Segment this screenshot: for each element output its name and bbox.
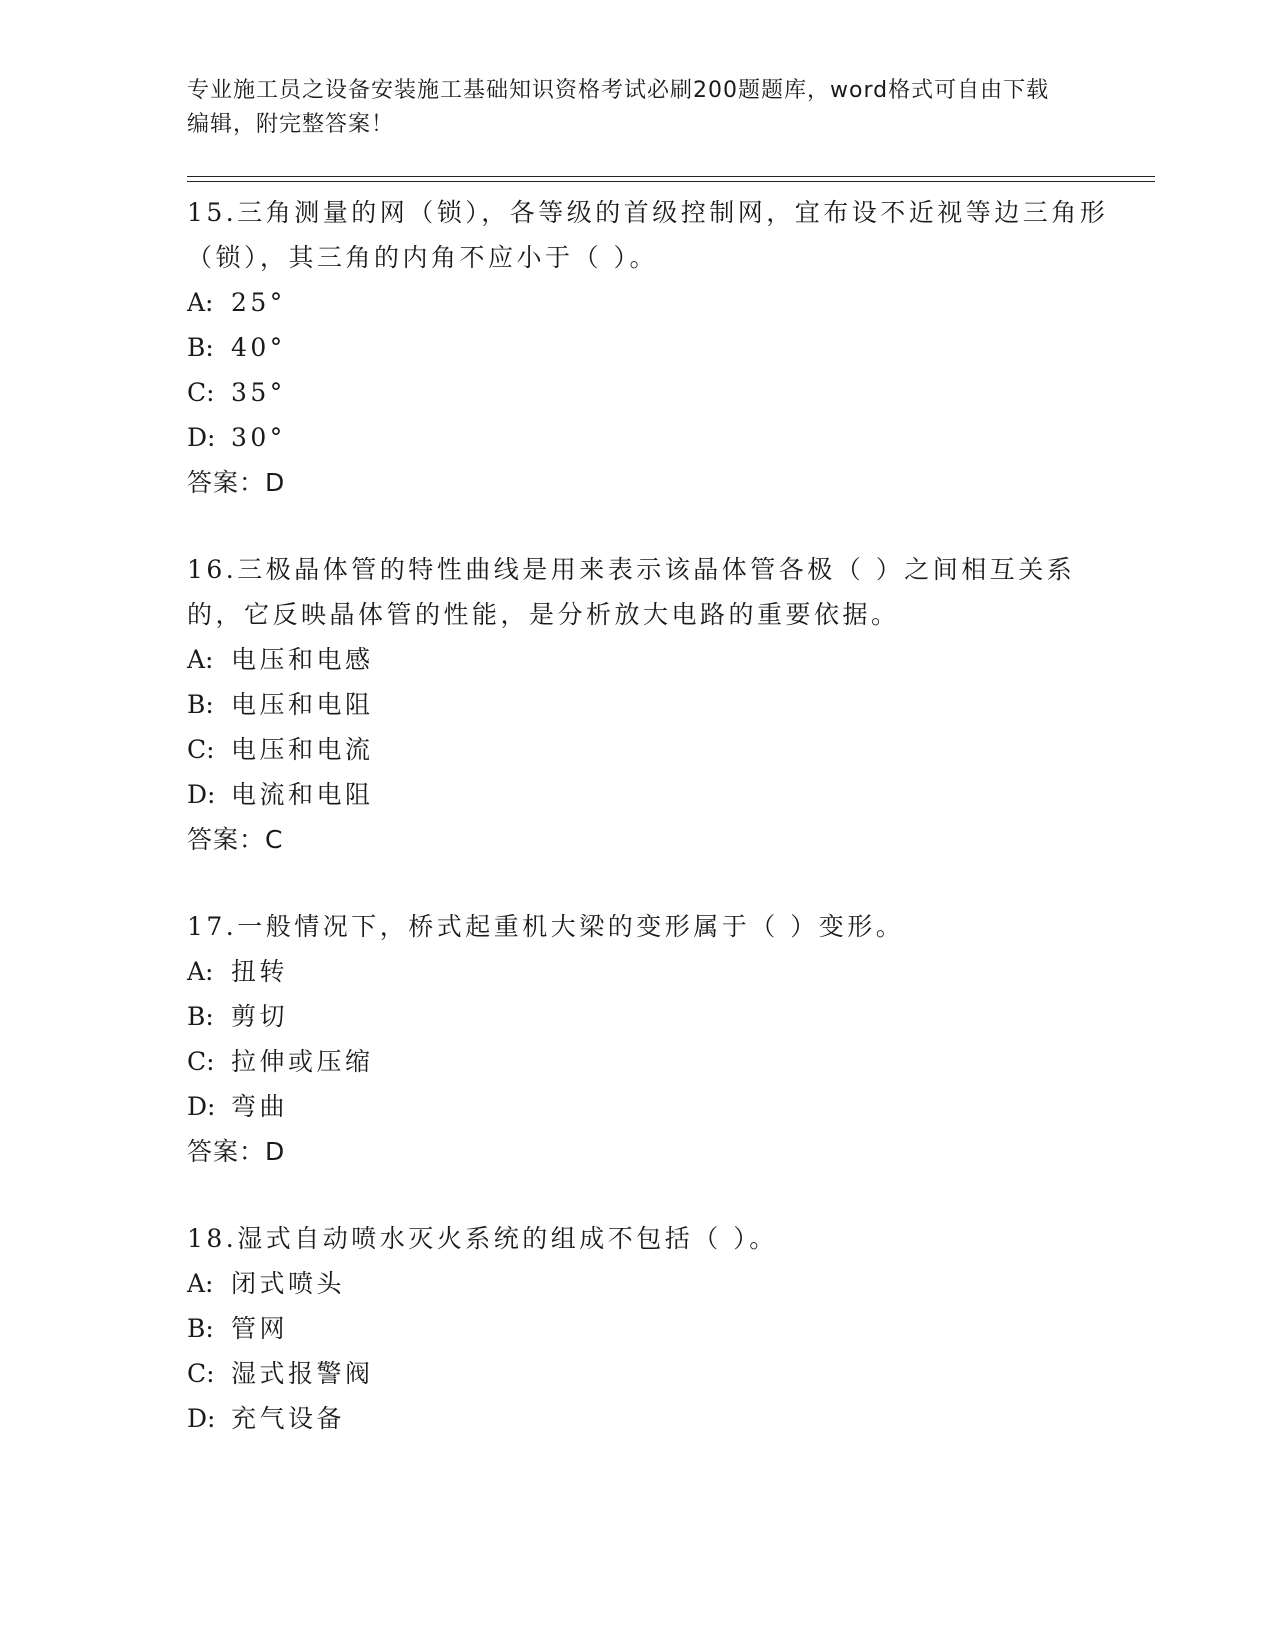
- answer-line: 答案：D: [187, 468, 286, 497]
- question-16: [187, 547, 1117, 862]
- answer-line: 答案：C: [187, 825, 284, 854]
- option-key: D:: [187, 780, 216, 809]
- option-key: C:: [187, 378, 215, 407]
- option-value: 扭转: [231, 957, 289, 986]
- option-value: 25°: [231, 288, 286, 317]
- option-value: 拉伸或压缩: [231, 1047, 374, 1076]
- question-text: 18.湿式自动喷水灭火系统的组成不包括（ ）。: [187, 1224, 778, 1253]
- question-17: [187, 904, 1117, 1174]
- option-key: A:: [187, 645, 214, 674]
- header-rule-bottom: [187, 181, 1155, 182]
- option-c: [187, 1351, 1117, 1396]
- document-header: 专业施工员之设备安装施工基础知识资格考试必刷200题题库，word格式可自由下载编辑，附完整答案！: [187, 78, 1050, 137]
- option-key: C:: [187, 735, 215, 764]
- question-18: [187, 1216, 1117, 1441]
- option-b: [187, 325, 1117, 370]
- option-c: [187, 727, 1117, 772]
- option-key: C:: [187, 1047, 215, 1076]
- option-key: B:: [187, 333, 214, 362]
- option-value: 湿式报警阀: [231, 1359, 374, 1388]
- option-a: [187, 949, 1117, 994]
- option-a: [187, 280, 1117, 325]
- option-key: B:: [187, 1314, 214, 1343]
- question-list: [187, 190, 1117, 1441]
- option-value: 电压和电阻: [231, 690, 374, 719]
- question-text: 17.一般情况下，桥式起重机大梁的变形属于（ ）变形。: [187, 912, 905, 941]
- option-value: 闭式喷头: [231, 1269, 346, 1298]
- option-key: C:: [187, 1359, 215, 1388]
- option-value: 管网: [231, 1314, 289, 1343]
- option-a: [187, 637, 1117, 682]
- option-key: D:: [187, 1092, 216, 1121]
- option-d: [187, 415, 1117, 460]
- question-spacer: [187, 1174, 1117, 1216]
- option-a: [187, 1261, 1117, 1306]
- option-b: [187, 1306, 1117, 1351]
- header-rule-top: [187, 176, 1155, 177]
- question-spacer: [187, 862, 1117, 904]
- option-b: [187, 682, 1117, 727]
- option-key: B:: [187, 690, 214, 719]
- option-value: 剪切: [231, 1002, 289, 1031]
- option-value: 40°: [231, 333, 286, 362]
- option-d: [187, 1396, 1117, 1441]
- question-15: [187, 190, 1117, 505]
- question-spacer: [187, 505, 1117, 547]
- option-key: A:: [187, 288, 214, 317]
- option-value: 30°: [231, 423, 286, 452]
- option-key: D:: [187, 1404, 216, 1433]
- option-key: A:: [187, 1269, 214, 1298]
- option-key: B:: [187, 1002, 214, 1031]
- option-value: 电流和电阻: [231, 780, 374, 809]
- option-d: [187, 772, 1117, 817]
- question-text: 15.三角测量的网（锁），各等级的首级控制网，宜布设不近视等边三角形（锁），其三角的内角不应小于（ ）。: [187, 198, 1109, 272]
- option-key: A:: [187, 957, 214, 986]
- option-value: 电压和电流: [231, 735, 374, 764]
- option-value: 弯曲: [231, 1092, 289, 1121]
- option-key: D:: [187, 423, 216, 452]
- option-c: [187, 370, 1117, 415]
- option-c: [187, 1039, 1117, 1084]
- option-value: 电压和电感: [231, 645, 374, 674]
- option-d: [187, 1084, 1117, 1129]
- question-text: 16.三极晶体管的特性曲线是用来表示该晶体管各极（ ）之间相互关系的，它反映晶体管的性能，是分析放大电路的重要依据。: [187, 555, 1076, 629]
- answer-line: 答案：D: [187, 1137, 286, 1166]
- option-value: 35°: [231, 378, 286, 407]
- option-value: 充气设备: [231, 1404, 346, 1433]
- option-b: [187, 994, 1117, 1039]
